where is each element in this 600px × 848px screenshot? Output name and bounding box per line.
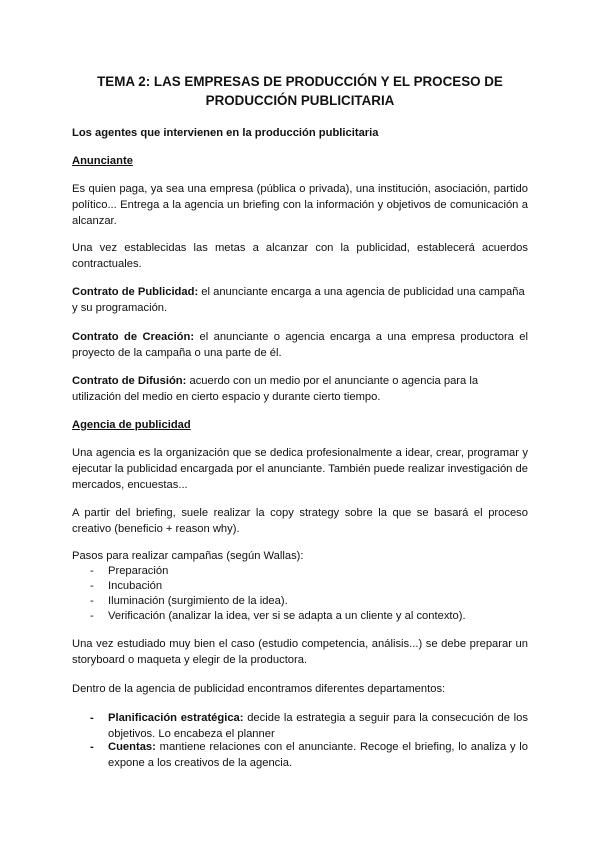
paragraph-agencia-2: A partir del briefing, suele realizar la copy strategy sobre la que se basará el proceso creativo (beneficio + reason why).: [72, 507, 528, 535]
list-dash: -: [90, 610, 94, 622]
list-dash: -: [90, 712, 94, 724]
heading-agencia: Agencia de publicidad: [72, 419, 191, 431]
paragraph-anunciante-1: Es quien paga, ya sea una empresa (pública o privada), una institución, asociación, partido político... Entrega a la agencia un briefing con la información y objetivos de comunicación a alcanzar.: [72, 183, 528, 227]
list-item-text: Incubación: [108, 580, 163, 592]
contrato-difusion-text: acuerdo con un medio por el anunciante o agencia para la utilización del medio en cierto espacio y durante cierto tiempo.: [72, 375, 479, 403]
departamento-cuentas: [108, 739, 528, 771]
title-line-2: PRODUCCIÓN PUBLICITARIA: [205, 93, 395, 108]
departamento-planificacion-text: decide la estrategia a seguir para la consecución de los objetivos. Lo encabeza el planner: [108, 712, 528, 740]
departamento-cuentas-label: Cuentas:: [108, 741, 156, 753]
section-heading: Los agentes que intervienen en la producción publicitaria: [72, 127, 379, 139]
list-item-text: Verificación (analizar la idea, ver si se adapta a un cliente y al contexto).: [108, 610, 466, 622]
paragraph-agencia-1: Una agencia es la organización que se dedica profesionalmente a idear, crear, programar y ejecutar la publicidad encargada por el anunciante. También puede realizar investigación de mercados, encuestas...: [72, 447, 528, 491]
paragraph-contrato-publicidad: [72, 284, 528, 316]
list-dash: -: [90, 741, 94, 753]
paragraph-contrato-difusion: [72, 373, 528, 405]
pasos-intro: Pasos para realizar campañas (según Wallas):: [72, 550, 304, 562]
departamento-planificacion: [108, 710, 528, 742]
departamento-planificacion-label: Planificación estratégica:: [108, 712, 244, 724]
heading-anunciante: Anunciante: [72, 155, 133, 167]
list-dash: -: [90, 595, 94, 607]
contrato-publicidad-label: Contrato de Publicidad:: [72, 286, 199, 298]
title-line-1: TEMA 2: LAS EMPRESAS DE PRODUCCIÓN Y EL PROCESO DE: [97, 74, 503, 89]
paragraph-agencia-3: Una vez estudiado muy bien el caso (estudio competencia, análisis...) se debe preparar un storyboard o maqueta y elegir de la productora.: [72, 638, 528, 666]
contrato-creacion-text: el anunciante o agencia encarga a una empresa productora el proyecto de la campaña o una parte de él.: [72, 331, 528, 359]
paragraph-agencia-4: Dentro de la agencia de publicidad encontramos diferentes departamentos:: [72, 683, 446, 695]
list-dash: -: [90, 580, 94, 592]
paragraph-contrato-creacion: [72, 329, 528, 361]
contrato-publicidad-text: el anunciante encarga a una agencia de publicidad una campaña y su programación.: [72, 286, 525, 314]
list-item-text: Preparación: [108, 565, 169, 577]
departamento-cuentas-text: mantiene relaciones con el anunciante. Recoge el briefing, lo analiza y lo expone a los creativos de la agencia.: [108, 741, 528, 769]
paragraph-anunciante-2: Una vez establecidas las metas a alcanzar con la publicidad, establecerá acuerdos contractuales.: [72, 242, 528, 270]
list-dash: -: [90, 565, 94, 577]
list-item-text: Iluminación (surgimiento de la idea).: [108, 595, 288, 607]
contrato-difusion-label: Contrato de Difusión:: [72, 375, 187, 387]
contrato-creacion-label: Contrato de Creación:: [72, 331, 195, 343]
document-title: [60, 72, 540, 110]
